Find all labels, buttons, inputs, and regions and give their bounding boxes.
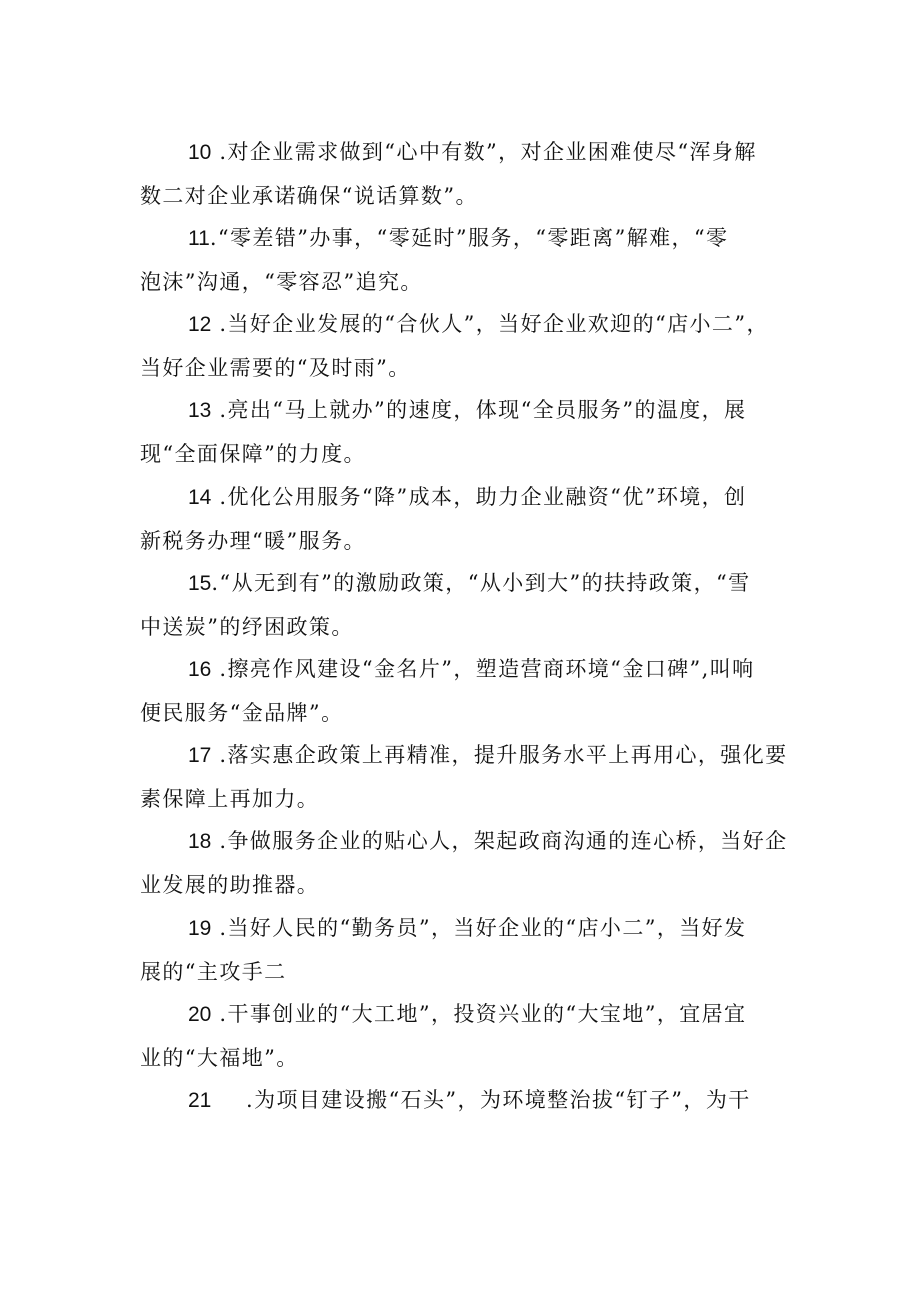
paragraph-line-2: 展的“主攻手二	[140, 960, 287, 984]
paragraph-13	[140, 388, 790, 476]
item-number: 16	[188, 658, 212, 681]
paragraph-line-2: 当好企业需要的“及时雨”。	[140, 356, 411, 380]
paragraph-text: .当好人民的“勤务员”，当好企业的“店小二”，当好发	[211, 916, 747, 940]
paragraph-line-2: 新税务办理“暖”服务。	[140, 529, 366, 553]
paragraph-line-2: 业的“大福地”。	[140, 1046, 299, 1070]
paragraph-line-1	[140, 992, 790, 1036]
item-number: 21	[188, 1089, 212, 1112]
paragraph-line-1	[140, 130, 790, 174]
paragraph-text: .亮出“马上就办”的速度，体现“全员服务”的温度，展	[211, 398, 747, 422]
paragraph-line-1	[140, 561, 790, 605]
paragraph-line-1	[140, 216, 790, 260]
paragraph-21	[140, 1078, 790, 1122]
paragraph-line-1	[140, 475, 790, 519]
paragraph-text: .为项目建设搬“石头”，为环境整治拔“钉子”，为干	[246, 1088, 751, 1112]
item-number: 13	[188, 399, 212, 422]
paragraph-16	[140, 647, 790, 735]
paragraph-12	[140, 302, 790, 390]
item-number: 10	[188, 141, 212, 164]
paragraph-line-1	[140, 302, 790, 346]
item-number: 20	[188, 1003, 212, 1026]
paragraph-line-1	[140, 1078, 790, 1122]
item-number: 11	[188, 227, 210, 250]
paragraph-line-2: 业发展的助推器。	[140, 873, 320, 897]
item-number: 18	[188, 830, 212, 853]
paragraph-line-2: 素保障上再加力。	[140, 787, 320, 811]
paragraph-line-1	[140, 906, 790, 950]
paragraph-20	[140, 992, 790, 1080]
item-number: 15	[188, 572, 212, 595]
paragraph-line-1	[140, 388, 790, 432]
paragraph-line-2: 现“全面保障”的力度。	[140, 442, 366, 466]
item-number: 17	[188, 744, 212, 767]
paragraph-line-2: 便民服务“金品牌”。	[140, 701, 344, 725]
item-number: 19	[188, 917, 212, 940]
paragraph-text: .当好企业发展的“合伙人”，当好企业欢迎的“店小二”，	[211, 312, 769, 336]
paragraph-text: .优化公用服务“降”成本，助力企业融资“优”环境，创	[211, 485, 747, 509]
paragraph-18	[140, 819, 790, 907]
paragraph-text: .争做服务企业的贴心人，架起政商沟通的连心桥，当好企	[211, 829, 788, 853]
item-number: 12	[188, 313, 212, 336]
paragraph-text: .落实惠企政策上再精准，提升服务水平上再用心，强化要	[211, 743, 788, 767]
paragraph-line-2: 数二对企业承诺确保“说话算数”。	[140, 184, 478, 208]
paragraph-line-2: 泡沫”沟通，“零容忍”追究。	[140, 270, 423, 294]
paragraph-text: .“从无到有”的激励政策，“从小到大”的扶持政策，“雪	[211, 571, 751, 595]
paragraph-19	[140, 906, 790, 994]
paragraph-line-2: 中送炭”的纾困政策。	[140, 615, 354, 639]
paragraph-15	[140, 561, 790, 649]
paragraph-10	[140, 130, 790, 218]
paragraph-14	[140, 475, 790, 563]
paragraph-17	[140, 733, 790, 821]
paragraph-text: .“零差错”办事，“零延时”服务，“零距离”解难，“零	[209, 226, 729, 250]
paragraph-line-1	[140, 733, 790, 777]
paragraph-text: .对企业需求做到“心中有数”，对企业困难使尽“浑身解	[211, 140, 757, 164]
paragraph-text: .干事创业的“大工地”，投资兴业的“大宝地”，宜居宜	[211, 1002, 747, 1026]
paragraph-line-1	[140, 647, 790, 691]
paragraph-text: .擦亮作风建设“金名片”，塑造营商环境“金口碑”,叫响	[211, 657, 755, 681]
item-number: 14	[188, 486, 212, 509]
paragraph-line-1	[140, 819, 790, 863]
paragraph-11	[140, 216, 790, 304]
